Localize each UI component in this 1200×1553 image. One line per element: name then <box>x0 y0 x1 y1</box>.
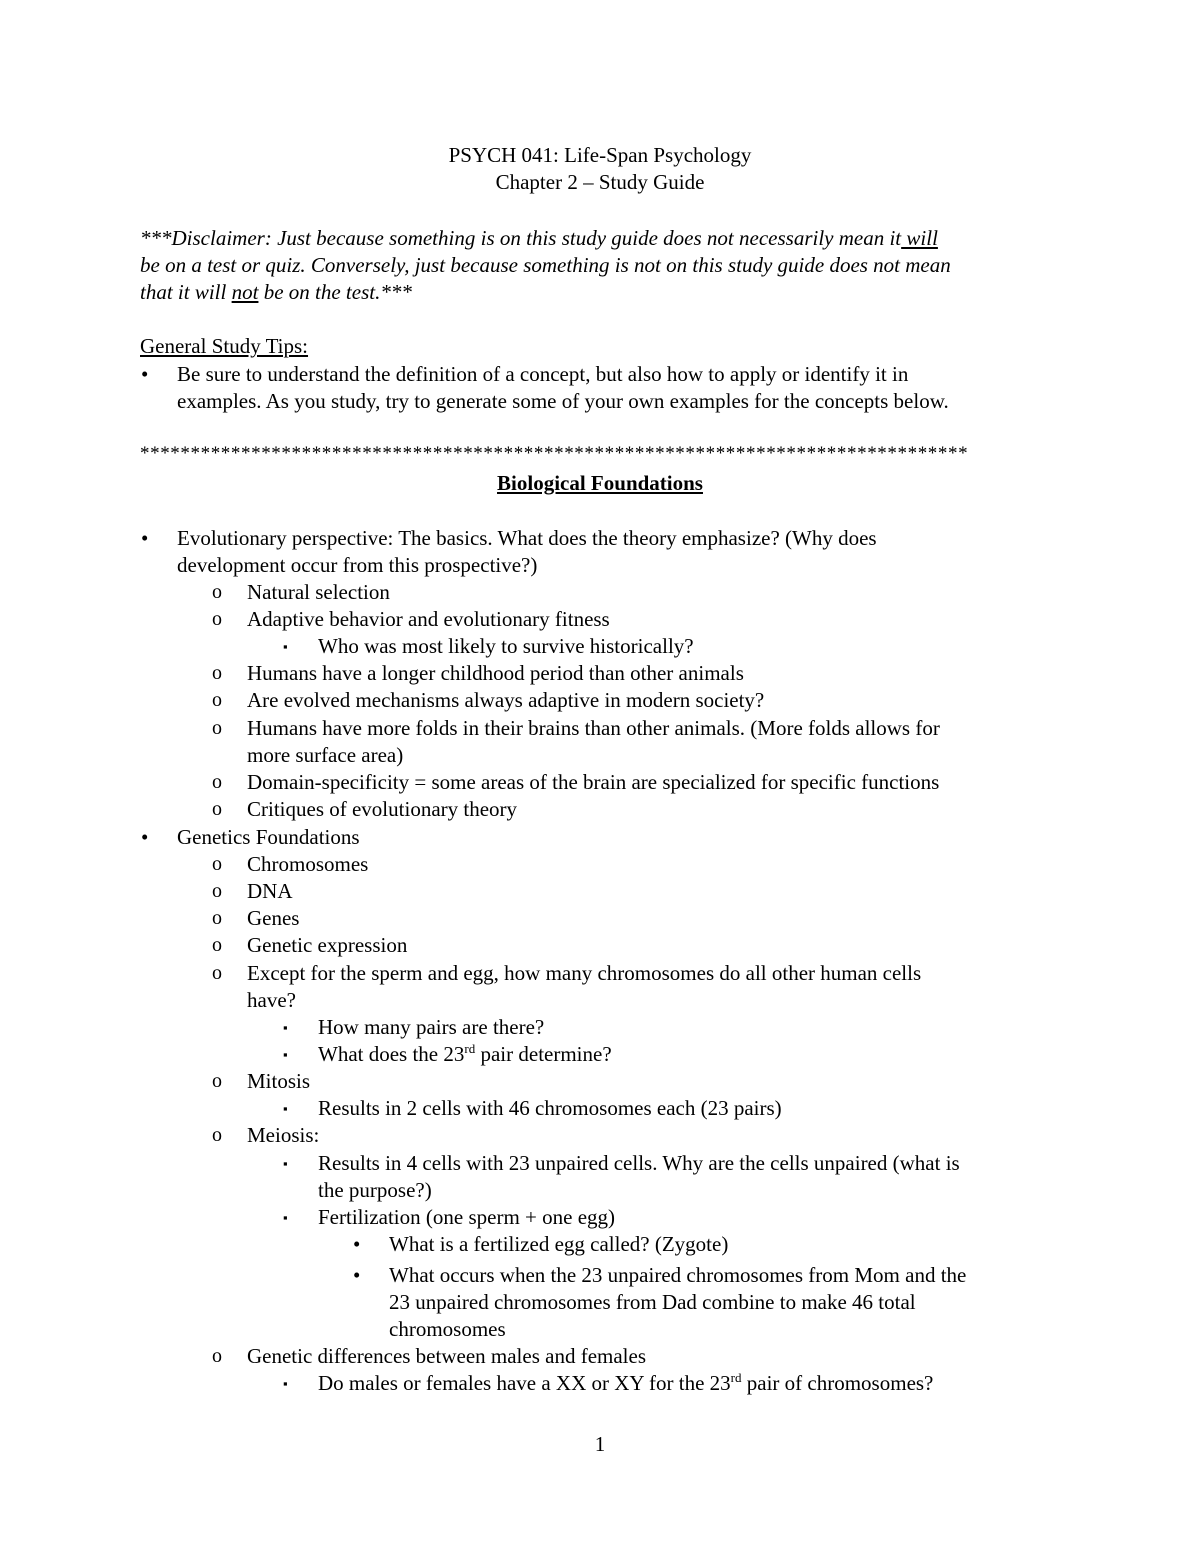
bullet-dot-icon: • <box>141 362 149 386</box>
list-item: Results in 2 cells with 46 chromosomes each (23 pairs) <box>318 1096 782 1120</box>
list-item: Are evolved mechanisms always adaptive in modern society? <box>247 688 765 712</box>
list-item: chromosomes <box>389 1317 506 1341</box>
list-item: Results in 4 cells with 23 unpaired cells. Why are the cells unpaired (what is <box>318 1151 960 1175</box>
disclaimer-text: that it will <box>140 280 232 304</box>
list-item: 23 unpaired chromosomes from Dad combine to make 46 total <box>389 1290 916 1314</box>
list-item: Genetic expression <box>247 933 408 957</box>
bullet-circle-icon: o <box>212 771 222 793</box>
bullet-circle-icon: o <box>212 689 222 711</box>
list-item: development occur from this prospective?) <box>177 553 538 577</box>
bullet-circle-icon: o <box>212 880 222 902</box>
chapter-title: Chapter 2 – Study Guide <box>495 170 705 194</box>
list-item: Who was most likely to survive historically? <box>318 634 694 658</box>
list-item: Genetic differences between males and females <box>247 1344 646 1368</box>
tip-line-1: Be sure to understand the definition of a concept, but also how to apply or identify it in <box>177 362 909 386</box>
bullet-circle-icon: o <box>212 717 222 739</box>
list-item-text: Do males or females have a XX or XY for the 23 <box>318 1371 731 1395</box>
bullet-circle-icon: o <box>212 907 222 929</box>
bullet-square-icon: ▪ <box>283 1210 288 1225</box>
list-item: Humans have a longer childhood period than other animals <box>247 661 744 685</box>
bullet-square-icon: ▪ <box>283 1376 288 1391</box>
list-item <box>318 1370 933 1397</box>
list-item: Evolutionary perspective: The basics. What does the theory emphasize? (Why does <box>177 526 877 550</box>
bullet-circle-icon: o <box>212 962 222 984</box>
list-item: Natural selection <box>247 580 390 604</box>
list-item: Humans have more folds in their brains than other animals. (More folds allows for <box>247 716 940 740</box>
bullet-circle-icon: o <box>212 1124 222 1146</box>
list-item: Mitosis <box>247 1069 311 1093</box>
list-item-text: pair determine? <box>475 1042 612 1066</box>
bullet-dot-icon: • <box>141 825 149 849</box>
disclaimer-emphasis-will: will <box>901 226 938 250</box>
disclaimer-emphasis-not: not <box>231 280 259 304</box>
bullet-square-icon: ▪ <box>283 1156 288 1171</box>
section-heading: Biological Foundations <box>497 471 703 495</box>
list-item: What occurs when the 23 unpaired chromosomes from Mom and the <box>389 1263 967 1287</box>
list-item: How many pairs are there? <box>318 1015 545 1039</box>
superscript: rd <box>730 1370 742 1385</box>
list-item: Critiques of evolutionary theory <box>247 797 518 821</box>
study-tips-heading: General Study Tips: <box>140 334 309 358</box>
list-item: more surface area) <box>247 743 404 767</box>
list-item: Meiosis: <box>247 1123 320 1147</box>
bullet-dot-icon: • <box>353 1232 361 1256</box>
bullet-circle-icon: o <box>212 1345 222 1367</box>
list-item-text: What does the 23 <box>318 1042 465 1066</box>
list-item <box>318 1041 612 1068</box>
bullet-circle-icon: o <box>212 798 222 820</box>
list-item: the purpose?) <box>318 1178 432 1202</box>
bullet-square-icon: ▪ <box>283 1020 288 1035</box>
list-item: have? <box>247 988 296 1012</box>
list-item: Adaptive behavior and evolutionary fitness <box>247 607 610 631</box>
tip-line-2: examples. As you study, try to generate some of your own examples for the concepts below. <box>177 389 949 413</box>
course-title: PSYCH 041: Life-Span Psychology <box>448 143 752 167</box>
page-number: 1 <box>594 1432 606 1456</box>
bullet-square-icon: ▪ <box>283 1047 288 1062</box>
superscript: rd <box>464 1041 476 1056</box>
bullet-circle-icon: o <box>212 853 222 875</box>
bullet-circle-icon: o <box>212 581 222 603</box>
bullet-dot-icon: • <box>141 526 149 550</box>
bullet-dot-icon: • <box>353 1263 361 1287</box>
list-item: Genetics Foundations <box>177 825 360 849</box>
bullet-circle-icon: o <box>212 1070 222 1092</box>
list-item: Fertilization (one sperm + one egg) <box>318 1205 616 1229</box>
list-item: Chromosomes <box>247 852 369 876</box>
separator-stars: ********************************************************************************** <box>140 443 969 464</box>
disclaimer-line-1 <box>140 225 938 252</box>
list-item: Genes <box>247 906 300 930</box>
bullet-square-icon: ▪ <box>283 1101 288 1116</box>
bullet-circle-icon: o <box>212 934 222 956</box>
bullet-circle-icon: o <box>212 662 222 684</box>
list-item: Domain-specificity = some areas of the brain are specialized for specific functions <box>247 770 940 794</box>
bullet-circle-icon: o <box>212 608 222 630</box>
list-item: DNA <box>247 879 293 903</box>
list-item: Except for the sperm and egg, how many chromosomes do all other human cells <box>247 961 922 985</box>
list-item-text: pair of chromosomes? <box>741 1371 934 1395</box>
disclaimer-line-2: be on a test or quiz. Conversely, just because something is not on this study guide does not mean <box>140 253 951 277</box>
list-item: What is a fertilized egg called? (Zygote) <box>389 1232 729 1256</box>
disclaimer-text: ***Disclaimer: Just because something is on this study guide does not necessarily mean it <box>140 226 902 250</box>
bullet-square-icon: ▪ <box>283 639 288 654</box>
disclaimer-line-3 <box>140 279 412 306</box>
disclaimer-text: be on the test.*** <box>258 280 412 304</box>
